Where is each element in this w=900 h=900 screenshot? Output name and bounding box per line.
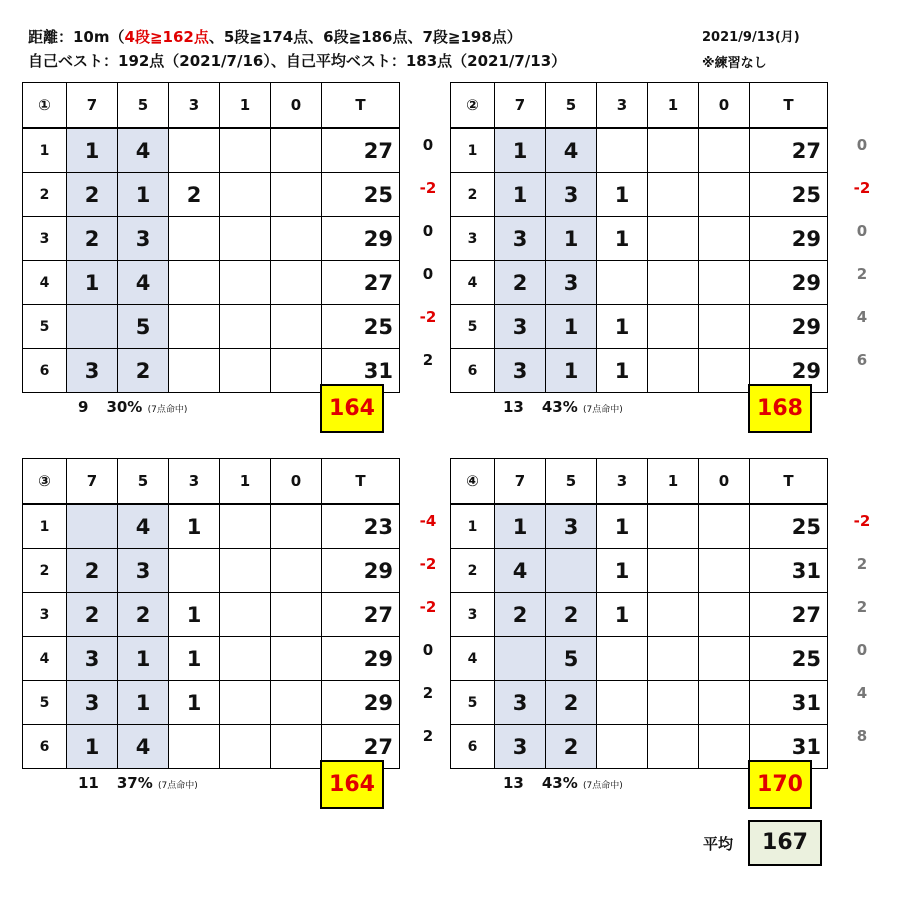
- hit-count-cell: 1: [169, 637, 220, 681]
- hit-percent: 43%: [541, 398, 578, 416]
- end-number: 1: [451, 128, 495, 173]
- hit-count-cell: [699, 349, 750, 393]
- hit-count-cell: 3: [118, 217, 169, 261]
- score-table-round-3: [22, 458, 400, 769]
- column-header: 5: [118, 83, 169, 129]
- hit-count-cell: 1: [546, 305, 597, 349]
- end-number: 1: [451, 504, 495, 549]
- average-value-box: 167: [748, 820, 822, 866]
- hit-count-cell: [220, 128, 271, 173]
- end-total-cell: 31: [750, 725, 828, 769]
- date-label: 2021/9/13(月): [702, 30, 800, 45]
- hit-count-cell: [169, 549, 220, 593]
- end-number: 6: [451, 725, 495, 769]
- column-header: T: [322, 459, 400, 505]
- hit-count: 11: [78, 774, 99, 792]
- table-row: [451, 593, 828, 637]
- end-total-cell: 27: [322, 593, 400, 637]
- end-number: 5: [451, 305, 495, 349]
- end-number: 1: [23, 504, 67, 549]
- end-number: 4: [451, 637, 495, 681]
- table-row: [23, 305, 400, 349]
- column-header: 3: [169, 83, 220, 129]
- hit-count-cell: [67, 504, 118, 549]
- hit-count-cell: [597, 261, 648, 305]
- hit-note: (7点命中): [147, 405, 188, 415]
- hit-count-cell: [220, 504, 271, 549]
- score-diff: 0: [422, 641, 434, 659]
- hit-count-cell: 3: [546, 173, 597, 217]
- hit-count-cell: 3: [67, 681, 118, 725]
- table-row: [451, 305, 828, 349]
- hit-percent: 43%: [541, 774, 578, 792]
- end-total-cell: 31: [750, 549, 828, 593]
- score-diff: 2: [856, 598, 868, 616]
- end-total-cell: 27: [322, 725, 400, 769]
- hit-count-cell: 3: [546, 504, 597, 549]
- round-label: ②: [451, 83, 495, 129]
- end-total-cell: 29: [750, 217, 828, 261]
- hit-count-cell: [699, 725, 750, 769]
- end-number: 3: [23, 217, 67, 261]
- hit-count-cell: [648, 128, 699, 173]
- hit-count-cell: [648, 681, 699, 725]
- score-diff-column: [413, 500, 443, 758]
- hit-count-cell: 2: [546, 725, 597, 769]
- hit-count-cell: 1: [495, 173, 546, 217]
- column-header: 3: [597, 83, 648, 129]
- hit-count-cell: 3: [67, 349, 118, 393]
- hit-count-cell: [271, 593, 322, 637]
- hit-count-cell: [648, 725, 699, 769]
- hit-count-cell: [495, 637, 546, 681]
- end-number: 2: [451, 549, 495, 593]
- hit-count-cell: 1: [169, 593, 220, 637]
- table-row: [451, 261, 828, 305]
- hit-count-cell: [648, 349, 699, 393]
- end-number: 2: [23, 549, 67, 593]
- column-header: 7: [495, 83, 546, 129]
- end-number: 4: [451, 261, 495, 305]
- end-number: 1: [23, 128, 67, 173]
- hit-count-cell: [220, 637, 271, 681]
- score-diff: 2: [422, 727, 434, 745]
- score-diff: -2: [419, 308, 437, 326]
- hit-note: (7点命中): [158, 781, 198, 791]
- hit-count-cell: [597, 725, 648, 769]
- table-row: [451, 504, 828, 549]
- score-diff: 2: [422, 351, 434, 369]
- hit-count-cell: 3: [495, 305, 546, 349]
- score-table-round-4: [450, 458, 828, 769]
- hit-count-cell: [699, 549, 750, 593]
- score-diff: 0: [422, 222, 434, 240]
- hit-count-cell: [699, 637, 750, 681]
- hit-percent: 37%: [116, 774, 153, 792]
- end-number: 6: [23, 725, 67, 769]
- hit-count-cell: [648, 217, 699, 261]
- hit-count-cell: 2: [67, 549, 118, 593]
- hit-count-cell: 3: [495, 217, 546, 261]
- hit-count-cell: 5: [546, 637, 597, 681]
- hit-count-cell: [220, 173, 271, 217]
- hit-count-cell: 2: [67, 593, 118, 637]
- distance-line: [28, 26, 522, 47]
- table-row: [451, 217, 828, 261]
- score-diff: 0: [856, 641, 868, 659]
- score-diff: -4: [419, 512, 437, 530]
- end-number: 3: [451, 217, 495, 261]
- end-total-cell: 29: [750, 349, 828, 393]
- end-number: 5: [23, 305, 67, 349]
- end-total-cell: 29: [322, 549, 400, 593]
- hit-count-cell: [220, 261, 271, 305]
- average-label: 平均: [703, 835, 734, 853]
- hit-count-cell: 2: [118, 349, 169, 393]
- end-number: 2: [23, 173, 67, 217]
- hit-count-cell: [220, 549, 271, 593]
- column-header: 5: [546, 83, 597, 129]
- score-table-round-1: [22, 82, 400, 393]
- hit-count-cell: [271, 217, 322, 261]
- table-row: [451, 681, 828, 725]
- score-diff: 4: [856, 684, 868, 702]
- column-header: 7: [67, 83, 118, 129]
- hit-count: 13: [503, 398, 524, 416]
- hit-count-cell: [648, 504, 699, 549]
- hit-count-cell: [271, 128, 322, 173]
- hit-count-cell: 4: [118, 128, 169, 173]
- column-header: 3: [597, 459, 648, 505]
- practice-note: ※練習なし: [702, 56, 767, 71]
- end-total-cell: 27: [750, 593, 828, 637]
- hit-count-cell: [699, 504, 750, 549]
- end-total-cell: 29: [322, 637, 400, 681]
- end-total-cell: 29: [322, 217, 400, 261]
- end-total-cell: 31: [322, 349, 400, 393]
- round-total-box: 170: [748, 760, 812, 809]
- hit-count-cell: [271, 261, 322, 305]
- hit-count-cell: [220, 593, 271, 637]
- end-total-cell: 25: [750, 173, 828, 217]
- score-diff: 6: [856, 351, 868, 369]
- hit-count-cell: 1: [495, 504, 546, 549]
- score-diff: 4: [856, 308, 868, 326]
- hit-count-cell: [699, 128, 750, 173]
- end-number: 5: [451, 681, 495, 725]
- hit-count-cell: 3: [495, 681, 546, 725]
- hit-count: 9: [78, 398, 89, 416]
- hit-count-cell: 3: [118, 549, 169, 593]
- end-total-cell: 27: [750, 128, 828, 173]
- column-header: T: [750, 459, 828, 505]
- hit-count-cell: 2: [67, 173, 118, 217]
- hit-count-cell: 2: [118, 593, 169, 637]
- hit-count-cell: [169, 305, 220, 349]
- column-header: 5: [546, 459, 597, 505]
- end-number: 6: [23, 349, 67, 393]
- hit-count-cell: [597, 128, 648, 173]
- score-diff: 0: [856, 222, 868, 240]
- hit-percent: 30%: [106, 398, 143, 416]
- end-total-cell: 23: [322, 504, 400, 549]
- column-header: 0: [271, 83, 322, 129]
- hit-count-cell: [699, 681, 750, 725]
- hit-count-cell: [220, 681, 271, 725]
- column-header: 0: [699, 459, 750, 505]
- table-row: [451, 173, 828, 217]
- hit-count-cell: 4: [495, 549, 546, 593]
- score-table-round-2: [450, 82, 828, 393]
- hit-count-cell: [699, 173, 750, 217]
- end-total-cell: 25: [322, 173, 400, 217]
- hit-count-cell: [169, 217, 220, 261]
- hit-count-cell: [169, 725, 220, 769]
- column-header: 5: [118, 459, 169, 505]
- hit-count-cell: 1: [597, 349, 648, 393]
- distance-red-threshold: 4段≧162点: [124, 28, 209, 46]
- hit-count-cell: 3: [495, 349, 546, 393]
- score-diff: 2: [856, 555, 868, 573]
- hit-count-cell: [169, 261, 220, 305]
- score-diff: 0: [422, 265, 434, 283]
- table-row: [23, 504, 400, 549]
- hit-count-cell: 1: [118, 173, 169, 217]
- hit-count-cell: [271, 305, 322, 349]
- score-diff: -2: [419, 555, 437, 573]
- hit-count: 13: [503, 774, 524, 792]
- end-total-cell: 25: [750, 504, 828, 549]
- end-total-cell: 27: [322, 128, 400, 173]
- hit-count-cell: 3: [546, 261, 597, 305]
- hit-count-cell: 1: [597, 173, 648, 217]
- hit-count-cell: 2: [546, 593, 597, 637]
- score-diff-column: [847, 124, 877, 382]
- end-number: 6: [451, 349, 495, 393]
- hit-count-cell: 2: [495, 593, 546, 637]
- round-label: ④: [451, 459, 495, 505]
- distance-suffix: 、5段≧174点、6段≧186点、7段≧198点）: [208, 28, 522, 46]
- hit-count-cell: 2: [546, 681, 597, 725]
- hit-count-cell: [699, 217, 750, 261]
- hit-count-cell: 1: [118, 681, 169, 725]
- hit-count-cell: [648, 593, 699, 637]
- column-header: T: [750, 83, 828, 129]
- end-number: 3: [451, 593, 495, 637]
- end-number: 4: [23, 261, 67, 305]
- hit-count-cell: [648, 637, 699, 681]
- end-total-cell: 25: [750, 637, 828, 681]
- end-total-cell: 29: [322, 681, 400, 725]
- column-header: 1: [220, 83, 271, 129]
- end-number: 3: [23, 593, 67, 637]
- hit-count-cell: 5: [118, 305, 169, 349]
- hit-count-cell: 3: [495, 725, 546, 769]
- hit-count-cell: 1: [118, 637, 169, 681]
- hit-count-cell: [169, 128, 220, 173]
- column-header: 7: [495, 459, 546, 505]
- hit-count-cell: [271, 173, 322, 217]
- hit-count-cell: [271, 349, 322, 393]
- hit-count-cell: [220, 349, 271, 393]
- table-row: [451, 128, 828, 173]
- hit-count-cell: 1: [597, 549, 648, 593]
- table-row: [23, 173, 400, 217]
- table-row: [23, 261, 400, 305]
- table-row: [23, 549, 400, 593]
- round-summary: [503, 774, 623, 792]
- hit-count-cell: [699, 261, 750, 305]
- hit-count-cell: [220, 725, 271, 769]
- table-row: [23, 128, 400, 173]
- score-diff: -2: [853, 179, 871, 197]
- hit-count-cell: [648, 305, 699, 349]
- hit-count-cell: [648, 261, 699, 305]
- score-diff: -2: [853, 512, 871, 530]
- hit-count-cell: [597, 637, 648, 681]
- round-summary: [78, 774, 198, 792]
- score-diff: -2: [419, 598, 437, 616]
- column-header: 1: [220, 459, 271, 505]
- hit-count-cell: 4: [118, 725, 169, 769]
- end-number: 4: [23, 637, 67, 681]
- score-diff: 2: [856, 265, 868, 283]
- hit-count-cell: 1: [169, 681, 220, 725]
- hit-count-cell: 1: [546, 349, 597, 393]
- hit-count-cell: [271, 504, 322, 549]
- hit-count-cell: 1: [597, 504, 648, 549]
- table-row: [23, 681, 400, 725]
- column-header: 1: [648, 459, 699, 505]
- end-total-cell: 25: [322, 305, 400, 349]
- table-row: [23, 593, 400, 637]
- hit-count-cell: 2: [67, 217, 118, 261]
- hit-count-cell: 1: [546, 217, 597, 261]
- hit-note: (7点命中): [583, 781, 623, 791]
- hit-count-cell: [546, 549, 597, 593]
- score-diff: 0: [422, 136, 434, 154]
- hit-count-cell: [271, 681, 322, 725]
- hit-count-cell: 4: [118, 504, 169, 549]
- round-total-box: 168: [748, 384, 812, 433]
- column-header: 0: [699, 83, 750, 129]
- hit-count-cell: 4: [546, 128, 597, 173]
- hit-count-cell: 2: [495, 261, 546, 305]
- hit-note: (7点命中): [583, 405, 623, 415]
- round-total-box: 164: [320, 760, 384, 809]
- table-row: [23, 637, 400, 681]
- score-diff-column: [413, 124, 443, 382]
- hit-count-cell: 3: [67, 637, 118, 681]
- hit-count-cell: [271, 637, 322, 681]
- distance-prefix: 距離：10m（: [28, 28, 125, 46]
- end-total-cell: 29: [750, 261, 828, 305]
- hit-count-cell: 1: [597, 217, 648, 261]
- end-total-cell: 31: [750, 681, 828, 725]
- round-total-box: 164: [320, 384, 384, 433]
- hit-count-cell: 1: [495, 128, 546, 173]
- column-header: 7: [67, 459, 118, 505]
- hit-count-cell: 1: [67, 128, 118, 173]
- hit-count-cell: [67, 305, 118, 349]
- hit-count-cell: [597, 681, 648, 725]
- round-summary: [78, 398, 187, 416]
- hit-count-cell: [271, 725, 322, 769]
- hit-count-cell: 1: [597, 593, 648, 637]
- table-row: [451, 637, 828, 681]
- score-diff-column: [847, 500, 877, 758]
- hit-count-cell: [648, 173, 699, 217]
- column-header: 0: [271, 459, 322, 505]
- personal-best-line: 自己ベスト：192点（2021/7/16）、自己平均ベスト：183点（2021/7/13）: [28, 52, 567, 70]
- round-summary: [503, 398, 623, 416]
- hit-count-cell: [220, 217, 271, 261]
- hit-count-cell: 1: [597, 305, 648, 349]
- hit-count-cell: [169, 349, 220, 393]
- hit-count-cell: [220, 305, 271, 349]
- end-number: 2: [451, 173, 495, 217]
- column-header: T: [322, 83, 400, 129]
- column-header: 1: [648, 83, 699, 129]
- hit-count-cell: [648, 549, 699, 593]
- hit-count-cell: [699, 593, 750, 637]
- hit-count-cell: 2: [169, 173, 220, 217]
- end-total-cell: 29: [750, 305, 828, 349]
- hit-count-cell: 1: [67, 261, 118, 305]
- score-diff: 8: [856, 727, 868, 745]
- end-total-cell: 27: [322, 261, 400, 305]
- round-label: ①: [23, 83, 67, 129]
- score-diff: 0: [856, 136, 868, 154]
- table-row: [451, 549, 828, 593]
- hit-count-cell: 4: [118, 261, 169, 305]
- score-diff: 2: [422, 684, 434, 702]
- score-diff: -2: [419, 179, 437, 197]
- table-row: [23, 217, 400, 261]
- hit-count-cell: [271, 549, 322, 593]
- end-number: 5: [23, 681, 67, 725]
- column-header: 3: [169, 459, 220, 505]
- hit-count-cell: 1: [169, 504, 220, 549]
- hit-count-cell: 1: [67, 725, 118, 769]
- round-label: ③: [23, 459, 67, 505]
- hit-count-cell: [699, 305, 750, 349]
